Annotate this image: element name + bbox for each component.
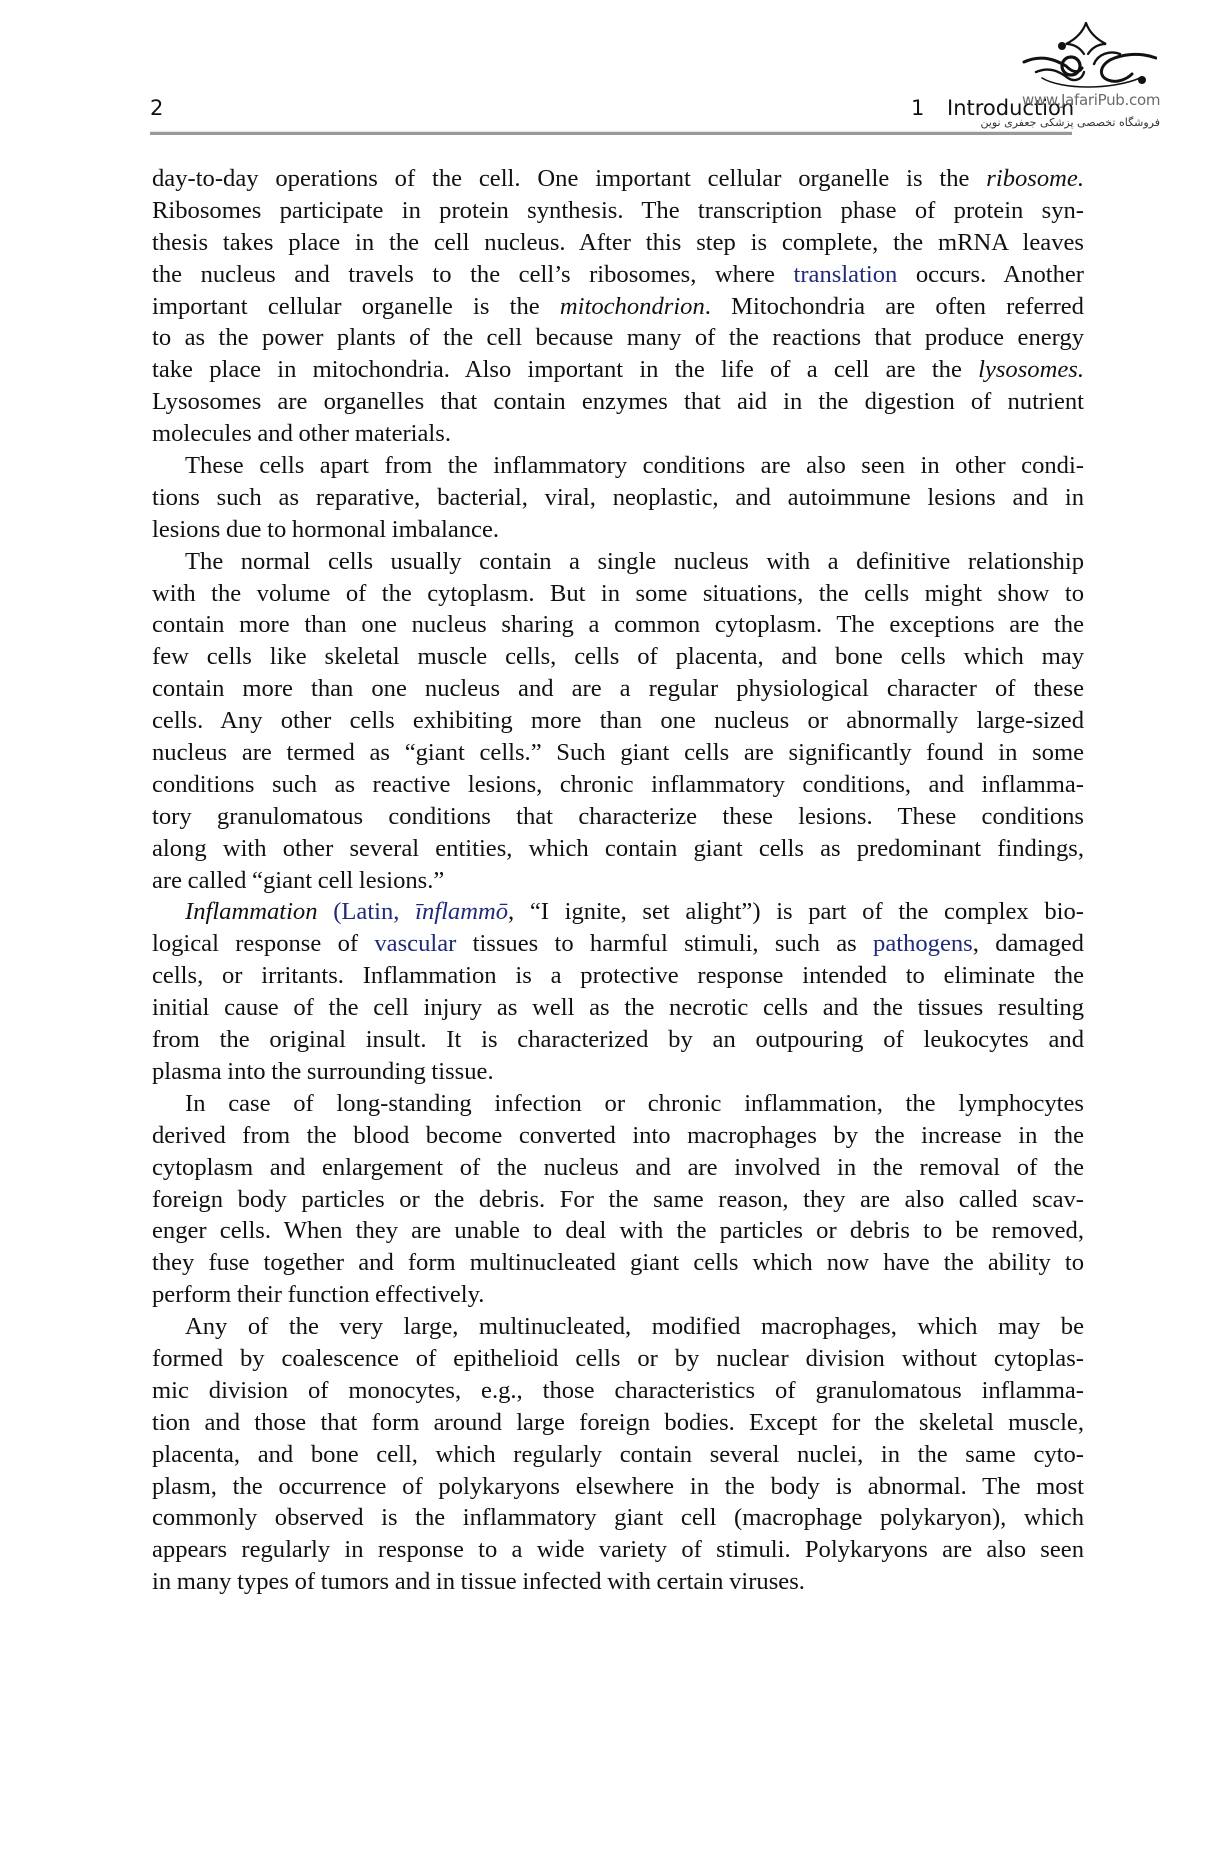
text-run: tion and those that form around large foreign bodies. Except for the skeletal muscle,: [152, 1408, 1084, 1436]
text-run: in many types of tumors and in tissue infected with certain viruses.: [152, 1568, 805, 1596]
text-run: important cellular organelle is the: [152, 292, 560, 320]
paragraph: [152, 450, 1084, 546]
text-line: [152, 578, 1084, 610]
text-run: Ribosomes participate in protein synthesis. The transcription phase of protein syn-: [152, 196, 1084, 224]
text-run: with the volume of the cytoplasm. But in some situations, the cells might show to: [152, 579, 1084, 607]
text-run: commonly observed is the inflammatory giant cell (macrophage polykaryon), which: [152, 1504, 1084, 1532]
paragraph: [152, 1311, 1084, 1598]
text-line: [152, 163, 1084, 195]
text-run: they fuse together and form multinucleated giant cells which now have the ability to: [152, 1249, 1084, 1277]
text-run: from the original insult. It is characterized by an outpouring of leukocytes and: [152, 1026, 1084, 1054]
text-run: appears regularly in response to a wide variety of stimuli. Polykaryons are also seen: [152, 1536, 1084, 1564]
emphasis-term: mitochondrion: [559, 292, 705, 320]
text-run: These cells apart from the inflammatory conditions are also seen in other condi-: [185, 452, 1084, 480]
text-run: cells. Any other cells exhibiting more than one nucleus or abnormally large-sized: [152, 707, 1084, 735]
paragraph: [152, 163, 1084, 450]
page-number: 2: [150, 96, 164, 120]
text-line: [152, 1343, 1084, 1375]
text-line: [152, 259, 1084, 291]
text-line: [152, 641, 1084, 673]
chapter-number: 1: [911, 96, 925, 120]
text-line: [152, 546, 1084, 578]
text-run: cytoplasm and enlargement of the nucleus and are involved in the removal of the: [152, 1153, 1084, 1181]
text-line: [152, 1024, 1084, 1056]
hyperlink[interactable]: (Latin,: [333, 898, 416, 926]
text-line: [152, 418, 1084, 450]
emphasis-term: lysosomes.: [978, 356, 1084, 384]
text-run: lesions due to hormonal imbalance.: [152, 515, 500, 543]
text-line: [152, 769, 1084, 801]
text-run: to as the power plants of the cell because many of the reactions that produce energy: [152, 324, 1084, 352]
text-line: [152, 482, 1084, 514]
paragraph: [152, 546, 1084, 897]
text-run: molecules and other materials.: [152, 420, 451, 448]
text-line: [152, 1279, 1084, 1311]
watermark-url: www.JafariPub.com: [1022, 91, 1161, 109]
text-run: tissues to harmful stimuli, such as: [456, 930, 874, 958]
text-run: mic division of monocytes, e.g., those characteristics of granulomatous inflamma-: [152, 1376, 1084, 1404]
text-run: placenta, and bone cell, which regularly contain several nuclei, in the same cyto-: [152, 1440, 1084, 1468]
text-line: [152, 1088, 1084, 1120]
text-line: [152, 1502, 1084, 1534]
text-line: [152, 865, 1084, 897]
text-run: tory granulomatous conditions that characterize these lesions. These conditions: [152, 802, 1084, 830]
text-line: [152, 673, 1084, 705]
text-line: [152, 928, 1084, 960]
text-line: [152, 1184, 1084, 1216]
hyperlink[interactable]: īnflammō: [415, 898, 509, 926]
text-run: enger cells. When they are unable to deal with the particles or debris to be removed,: [152, 1217, 1084, 1245]
text-line: [152, 386, 1084, 418]
text-run: derived from the blood become converted into macrophages by the increase in the: [152, 1121, 1084, 1149]
jafaripub-logo-icon: [1022, 20, 1157, 92]
text-line: [152, 609, 1084, 641]
watermark-tagline: فروشگاه تخصصی پزشکی جعفری نوین: [980, 116, 1160, 129]
text-line: [152, 1439, 1084, 1471]
text-line: [152, 1471, 1084, 1503]
text-run: perform their function effectively.: [152, 1281, 485, 1309]
text-line: [152, 1152, 1084, 1184]
text-run: The normal cells usually contain a single nucleus with a definitive relationship: [185, 547, 1084, 575]
text-run: logical response of: [152, 930, 375, 958]
text-line: [152, 992, 1084, 1024]
text-run: In case of long-standing infection or chronic inflammation, the lymphocytes: [185, 1089, 1084, 1117]
body-text: [152, 163, 1084, 1598]
text-run: formed by coalescence of epithelioid cells or by nuclear division without cytoplas-: [152, 1344, 1084, 1372]
text-line: [152, 801, 1084, 833]
text-run: plasma into the surrounding tissue.: [152, 1057, 494, 1085]
text-run: day-to-day operations of the cell. One important cellular organelle is the: [152, 165, 987, 192]
text-run: Lysosomes are organelles that contain enzymes that aid in the digestion of nutrient: [152, 388, 1084, 416]
hyperlink[interactable]: pathogens: [873, 930, 973, 958]
text-line: [152, 322, 1084, 354]
text-line: [152, 1056, 1084, 1088]
text-line: [152, 1311, 1084, 1343]
text-line: [152, 450, 1084, 482]
text-run: contain more than one nucleus and are a regular physiological character of these: [152, 675, 1084, 703]
text-run: , damaged: [972, 930, 1084, 958]
text-line: [152, 960, 1084, 992]
text-run: the nucleus and travels to the cell’s ribosomes, where: [152, 260, 794, 288]
text-line: [152, 896, 1084, 928]
text-run: conditions such as reactive lesions, chronic inflammatory conditions, and inflamma-: [152, 770, 1084, 798]
text-run: are called “giant cell lesions.”: [152, 866, 445, 894]
text-line: [152, 833, 1084, 865]
text-line: [152, 1120, 1084, 1152]
emphasis-term: Inflammation: [185, 898, 318, 926]
text-run: take place in mitochondria. Also important in the life of a cell are the: [152, 356, 979, 384]
text-line: [152, 1566, 1084, 1598]
paragraph: [152, 896, 1084, 1087]
text-run: . Mitochondria are often referred: [704, 292, 1084, 320]
hyperlink[interactable]: vascular: [374, 930, 457, 958]
emphasis-term: ribosome.: [986, 165, 1084, 192]
text-run: initial cause of the cell injury as well as the necrotic cells and the tissues resulting: [152, 994, 1084, 1022]
text-line: [152, 195, 1084, 227]
text-line: [152, 354, 1084, 386]
text-run: plasm, the occurrence of polykaryons elsewhere in the body is abnormal. The most: [152, 1472, 1084, 1500]
text-run: contain more than one nucleus sharing a common cytoplasm. The exceptions are the: [152, 611, 1084, 639]
text-line: [152, 514, 1084, 546]
chapter-title: Introduction: [947, 96, 1075, 120]
text-run: thesis takes place in the cell nucleus. After this step is complete, the mRNA leaves: [152, 228, 1084, 256]
text-run: tions such as reparative, bacterial, viral, neoplastic, and autoimmune lesions and in: [152, 483, 1084, 511]
text-line: [152, 1215, 1084, 1247]
text-line: [152, 1247, 1084, 1279]
text-line: [152, 705, 1084, 737]
hyperlink[interactable]: translation: [793, 260, 898, 288]
text-run: , “I ignite, set alight”) is part of the complex bio-: [508, 898, 1084, 926]
text-line: [152, 291, 1084, 323]
text-run: foreign body particles or the debris. For the same reason, they are also called scav-: [152, 1185, 1084, 1213]
text-line: [152, 1534, 1084, 1566]
text-line: [152, 1407, 1084, 1439]
text-run: occurs. Another: [897, 260, 1084, 288]
text-run: Any of the very large, multinucleated, modified macrophages, which may be: [185, 1313, 1084, 1341]
text-run: cells, or irritants. Inflammation is a protective response intended to eliminate the: [152, 962, 1084, 990]
text-line: [152, 1375, 1084, 1407]
text-line: [152, 227, 1084, 259]
text-run: nucleus are termed as “giant cells.” Such giant cells are significantly found in some: [152, 739, 1084, 767]
text-run: [318, 898, 334, 925]
header-rule: [150, 131, 1072, 135]
paragraph: [152, 1088, 1084, 1311]
text-run: along with other several entities, which contain giant cells as predominant findings,: [152, 834, 1084, 862]
text-run: few cells like skeletal muscle cells, cells of placenta, and bone cells which may: [152, 643, 1084, 671]
text-line: [152, 737, 1084, 769]
